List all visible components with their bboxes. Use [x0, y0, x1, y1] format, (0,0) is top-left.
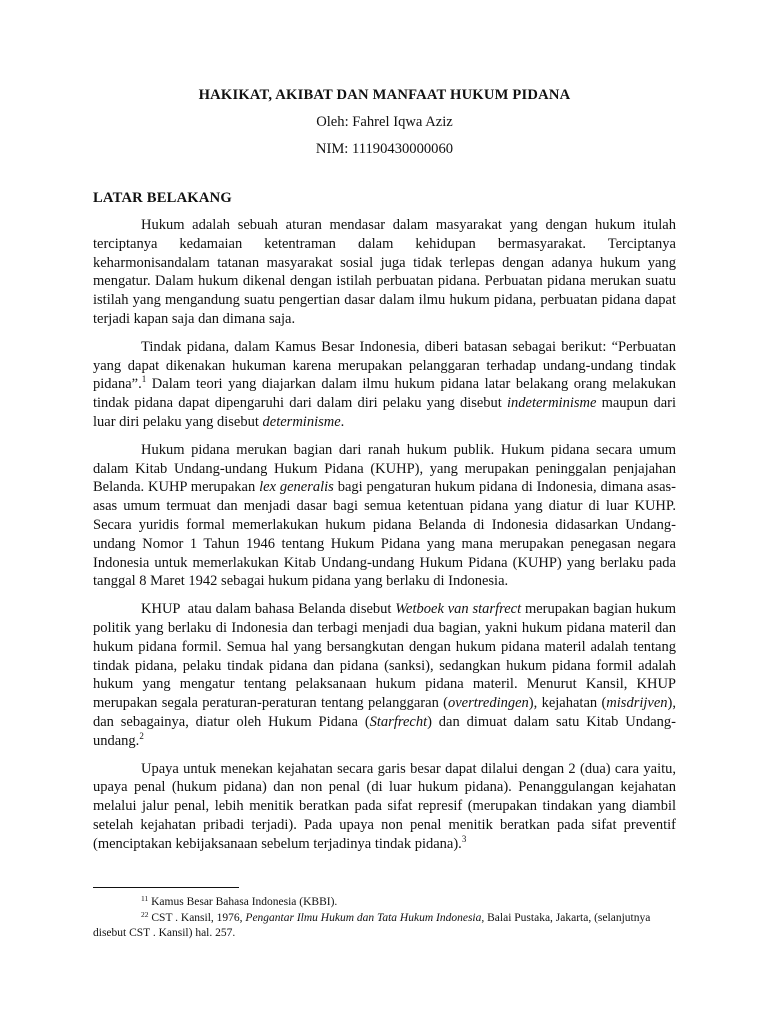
footnote-ref-1: 1 — [141, 374, 147, 385]
paragraph-2-text-b: Dalam teori yang diajarkan dalam ilmu hukum pidana latar belakang orang melakukan tindak pidana dapat dipengaruhi dari dalam diri pelaku yang disebut — [93, 376, 676, 412]
paragraph-4-text-d: ), dan sebagainya, diatur oleh Hukum Pidana ( — [93, 695, 676, 730]
paragraph-3-text-a: Hukum pidana merukan bagian dari ranah hukum publik. Hukum pidana secara umum dalam Kitab Undang-undang Hukum Pidana (KUHP), yang merupakan peninggalan penjajahan Belanda. KUHP merupakan — [93, 441, 676, 496]
term-starfrecht: Starfrecht — [369, 713, 428, 730]
footnote-2-mark: 22 — [141, 909, 149, 919]
paragraph-2 — [93, 338, 676, 432]
footnote-divider — [93, 887, 239, 888]
footnote-2-text-b: Balai Pustaka, Jakarta, (selanjutnya disebut CST . Kansil) hal. 257. — [93, 911, 651, 939]
paragraph-3-text-b: bagi pengaturan hukum pidana di Indonesia, dimana asas-asas umum termuat dan menjadi dasar bagi semua ketentuan pidana yang diatur di luar KUHP. Secara yuridis formal memerlakukan hukum pidana Belanda di Indonesia didasarkan Undang-undang Nomor 1 Tahun 1946 tentang Hukum Pidana yang mana merupakan penegasan negara Indonesia untuk memerlakukan Kitab Undang-undang Hukum Pidana (KUHP) yang berlaku pada tanggal 8 Maret 1942 sebagai hukum pidana yang berlaku di Indonesia. — [93, 479, 676, 590]
footnote-2-text-a: CST . Kansil, 1976, — [148, 911, 246, 924]
paragraph-4-text-b: merupakan bagian hukum politik yang berlaku di Indonesia dan terbagi menjadi dua bagian, yakni hukum pidana materil dan hukum pidana formil. Semua hal yang bersangkutan dengan hukum pidana materil adalah tentang tindak pidana, pelaku tindak pidana dan pidana (sanksi), sedangkan hukum pidana formil adalah hukum yang mengatur tentang pelaksanaan hukum pidana materil. Menurut Kansil, KHUP merupakan segala peraturan-peraturan tentang pelanggaran ( — [93, 601, 676, 712]
footnote-2 — [93, 911, 676, 942]
term-wetboek: Wetboek van starfrect — [395, 601, 522, 618]
term-determinisme: determinisme — [262, 413, 341, 430]
nim-line: NIM: 11190430000060 — [315, 141, 454, 157]
term-overtredingen: overtredingen — [447, 695, 529, 712]
footnote-ref-2: 2 — [139, 730, 144, 741]
section-heading: LATAR BELAKANG — [93, 190, 232, 206]
term-misdrijven: misdrijven — [606, 695, 668, 712]
paragraph-5 — [93, 760, 676, 854]
document-title: HAKIKAT, AKIBAT DAN MANFAAT HUKUM PIDANA — [198, 87, 571, 103]
paragraph-4-text-a: KHUP atau dalam bahasa Belanda disebut — [141, 601, 396, 618]
footnote-1-mark: 11 — [141, 894, 149, 903]
paragraph-2-text-c: maupun dari luar diri pelaku yang disebut — [93, 395, 676, 430]
footnote-1-text: Kamus Besar Bahasa Indonesia (KBBI). — [148, 896, 338, 908]
footnote-2-book-title: Pengantar Ilmu Hukum dan Tata Hukum Indonesia, — [245, 911, 485, 924]
paragraph-4 — [93, 600, 676, 750]
paragraph-1: Hukum adalah sebuah aturan mendasar dalam masyarakat yang dengan hukum itulah terciptanya kedamaian ketentraman dalam kehidupan bermasyarakat. Terciptanya keharmonisandalam tatanan masyarakat sosial juga tidak terlepas dengan adanya hukum yang mengatur. Dalam hukum dikenal dengan istilah perbuatan pidana. Perbuatan pidana merukan suatu istilah yang mengandung suatu pengertian dasar dalam ilmu hukum pidana, perbuatan pidana dapat terjadi kapan saja dan dimana saja. — [93, 217, 676, 327]
paragraph-5-text-a: Upaya untuk menekan kejahatan secara garis besar dapat dilalui dengan 2 (dua) cara yaitu, upaya penal (hukum pidana) dan non penal (di luar hukum pidana). Penanggulangan kejahatan melalui jalur penal, lebih menitik beratkan pada sifat represif (merupakan tindakan yang diambil setelah kejahatan pribadi terjadi). Pada upaya non penal menitik beratkan pada sifat preventif (menciptakan kebijaksanaan sebelum terjadinya tindak pidana). — [93, 760, 676, 852]
paragraph-2-text-a: Tindak pidana, dalam Kamus Besar Indonesia, diberi batasan sebagai berikut: “Perbuatan yang dapat dikenakan hukuman karena merupakan pelanggaran terhadap undang-undang tindak pidana”. — [93, 338, 676, 393]
author-line: Oleh: Fahrel Iqwa Aziz — [316, 114, 453, 130]
paragraph-2-text-d: . — [340, 413, 345, 430]
footnote-ref-3: 3 — [461, 833, 467, 844]
term-lex-generalis: lex generalis — [259, 479, 334, 496]
footnotes — [93, 895, 676, 942]
paragraph-4-text-c: ), kejahatan ( — [528, 695, 607, 712]
footnote-1 — [93, 895, 676, 911]
term-indeterminisme: indeterminisme — [507, 395, 597, 412]
paragraph-3 — [93, 441, 676, 591]
paragraph-4-text-e: ) dan dimuat dalam satu Kitab Undang-undang. — [93, 713, 676, 749]
